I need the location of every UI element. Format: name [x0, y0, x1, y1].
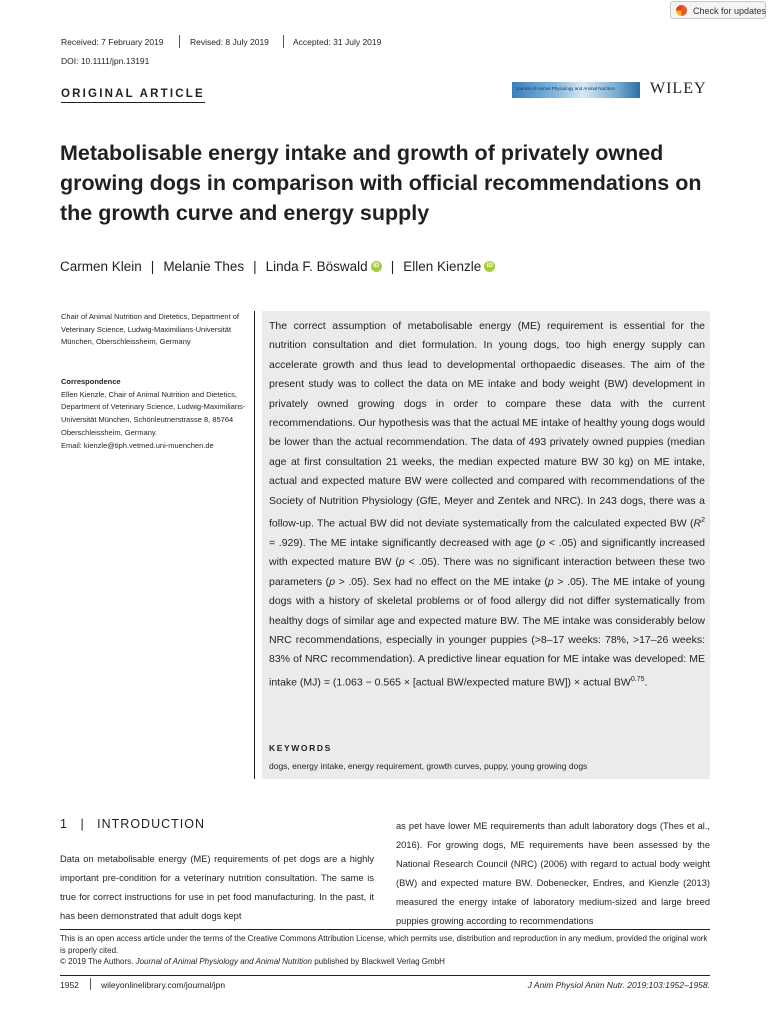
check-for-updates-label: Check for updates	[693, 6, 767, 16]
accepted-date: Accepted: 31 July 2019	[293, 37, 382, 47]
orcid-icon[interactable]: iD	[371, 261, 382, 272]
author-name[interactable]: Ellen Kienzle	[403, 258, 482, 274]
abstract-rule	[254, 311, 255, 779]
footer-rule	[60, 975, 710, 976]
license-note	[60, 933, 710, 968]
author-name[interactable]: Melanie Thes	[163, 258, 245, 274]
header-divider	[179, 35, 180, 48]
article-type: ORIGINAL ARTICLE	[61, 88, 205, 103]
article-title: Metabolisable energy intake and growth of privately owned growing dogs in comparison with official recommendations on the growth curve and energy supply	[60, 141, 702, 225]
author-separator: |	[150, 258, 155, 274]
author-name[interactable]: Linda F. Böswald	[265, 258, 368, 274]
correspondence-email[interactable]: Email: kienzle@tiph.vetmed.uni-muenchen.de	[61, 440, 214, 450]
correspondence-address: Ellen Kienzle, Chair of Animal Nutrition and Dietetics, Department of Veterinary Science, Ludwig-Maximilians-Universität München, Schönleutnerstrasse 8, 85764 Oberschleissheim, Germany.	[61, 389, 246, 437]
journal-logo-text: Journal of Animal Physiology and Animal Nutrition	[516, 86, 616, 91]
revised-date: Revised: 8 July 2019	[190, 37, 269, 47]
journal-logo	[512, 82, 640, 98]
received-date: Received: 7 February 2019	[61, 37, 164, 47]
footer-rule	[60, 929, 710, 930]
author-separator: |	[390, 258, 395, 274]
author-separator: |	[253, 258, 257, 274]
copyright-publisher: published by Blackwell Verlag GmbH	[311, 957, 445, 966]
orcid-icon[interactable]: iD	[484, 261, 495, 272]
page-number: 1952	[60, 980, 79, 990]
license-text: This is an open access article under the terms of the Creative Commons Attribution License, which permits use, distribution and reproduction in any medium, provided the original work is properly cited.	[60, 934, 708, 955]
section-separator: |	[80, 817, 85, 831]
correspondence-heading: Correspondence	[61, 377, 121, 386]
section-heading	[60, 817, 205, 831]
author-list	[60, 258, 495, 274]
affiliation: Chair of Animal Nutrition and Dietetics, Department of Veterinary Science, Ludwig-Maximilians-Universität München, Oberschleissheim, Germany	[61, 312, 239, 347]
intro-paragraph-right: as pet have lower ME requirements than adult laboratory dogs (Thes et al., 2016). For growing dogs, ME requirements have been assessed by the National Research Council (NRC) (2006) with regard to actual body weight (BW) and expected mature BW. Dobenecker, Endres, and Kienzle (2013) measured the energy intake of laboratory medium-sized and large breed puppies growing according to recommendations	[396, 821, 710, 926]
footer-divider	[90, 978, 91, 990]
journal-name: Journal of Animal Physiology and Animal Nutrition	[135, 957, 312, 966]
header-divider	[283, 35, 284, 48]
correspondence-block	[61, 376, 251, 452]
citation: J Anim Physiol Anim Nutr. 2019;103:1952–1958.	[527, 980, 710, 990]
intro-paragraph-left: Data on metabolisable energy (ME) requirements of pet dogs are a highly important pre-condition for a veterinary nutrition consultation. The same is true for correct instructions for use in pet food manufacturing. In the past, it has been demonstrated that adult dogs kept	[60, 854, 374, 921]
section-title: INTRODUCTION	[97, 817, 205, 831]
doi[interactable]: DOI: 10.1111/jpn.13191	[61, 56, 150, 66]
check-for-updates-button[interactable]	[670, 1, 766, 19]
author-name[interactable]: Carmen Klein	[60, 258, 142, 274]
abstract-text: The correct assumption of metabolisable energy (ME) requirement is essential for the nutrition consultation and diet formulation. In young dogs, too high energy supply can accelerate growth and thus lead to developmental orthopaedic diseases. The aim of the present study was to collect the data on ME intake and body weight (BW) development in privately owned growing dogs in order to compare these data with the current recommendations. Our hypothesis was that the actual ME intake of healthy young dogs would be lower than the actual recommendation. The data of 493 privately owned puppies (median age at first consultation 21 weeks, the median expected mature BW 30 kg) on ME intake, actual and expected mature BW were collected and compared with recommendations of the Society of Nutrition Physiology (GfE, Meyer and Zentek and NRC). In 243 dogs, there was a follow-up. The actual BW did not deviate systematically from the calculated expected BW $(R^2 = .929)$. The ME intake significantly decreased with age (p < .05) and significantly increased with expected mature BW (p < .05). There was no significant interaction between these two parameters (p > .05). Sex had no effect on the ME intake (p > .05). The ME intake of young dogs with a history of skeletal problems or of food allergy did not differ systematically from healthy dogs of similar age and expected mature BW. The ME intake was considerably below NRC recommendations, especially in younger puppies (>8–17 weeks: 78%, >17–26 weeks: 83% of NRC recommendation). A predictive linear equation for ME intake was developed: ME intake (MJ) = (1.063 − 0.565 × [actual BW/expected mature BW]) × actual $BW^{0.75}$.	[269, 320, 705, 689]
publisher-logo: WILEY	[650, 80, 707, 97]
journal-website-link[interactable]: wileyonlinelibrary.com/journal/jpn	[101, 980, 226, 990]
keywords-list: dogs, energy intake, energy requirement, growth curves, puppy, young growing dogs	[269, 761, 588, 771]
copyright-text: © 2019 The Authors.	[60, 957, 136, 966]
crossmark-icon	[676, 5, 687, 16]
section-number: 1	[60, 817, 68, 831]
keywords-heading: KEYWORDS	[269, 743, 332, 753]
